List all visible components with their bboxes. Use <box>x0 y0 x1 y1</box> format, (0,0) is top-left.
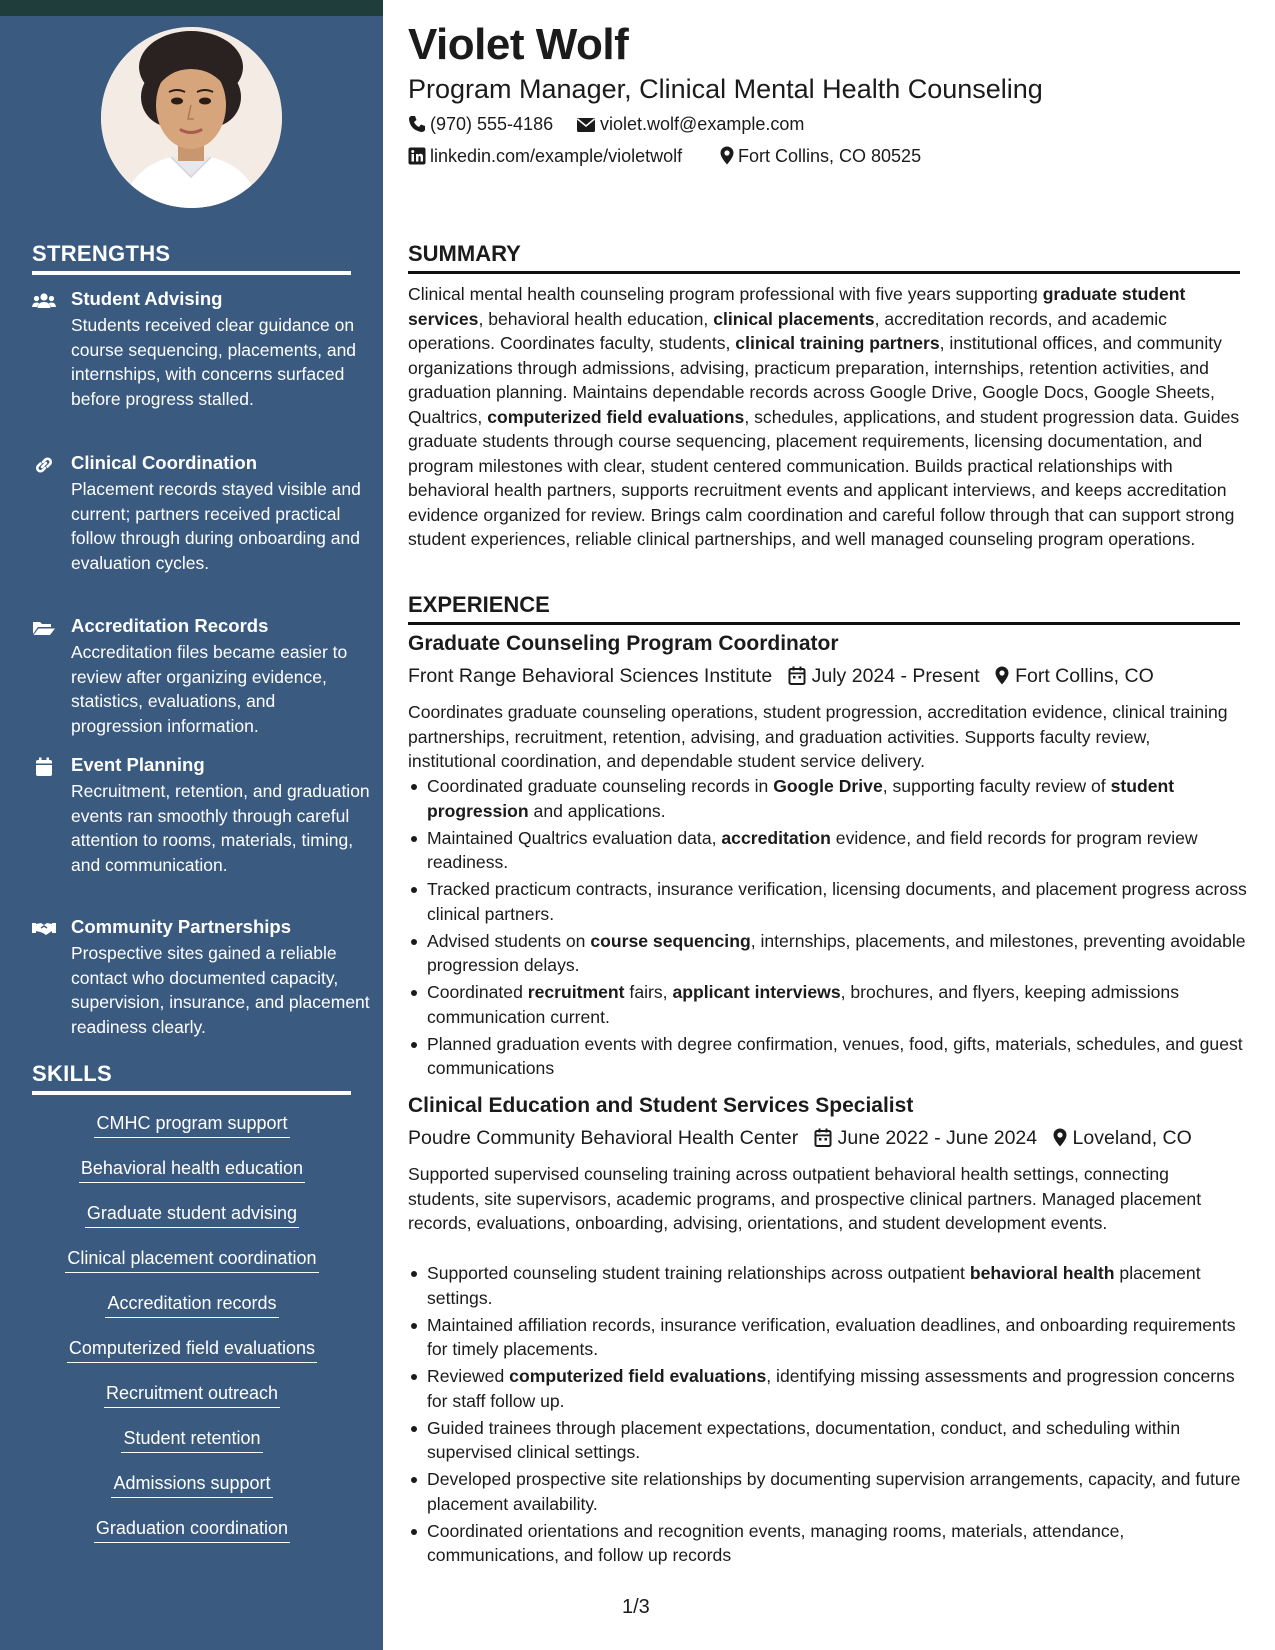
skill-item: Computerized field evaluations <box>32 1338 352 1363</box>
skill-item: Graduate student advising <box>32 1203 352 1228</box>
phone-icon <box>408 115 426 133</box>
bullet-item: Planned graduation events with degree confirmation, venues, food, gifts, materials, schedules, and guest communications <box>427 1032 1259 1081</box>
bullet-item: Tracked practicum contracts, insurance verification, licensing documents, and placement progress across clinical partners. <box>427 877 1259 926</box>
profile-photo <box>101 27 282 208</box>
job-organization: Poudre Community Behavioral Health Center <box>408 1127 799 1149</box>
skills-heading: SKILLS <box>32 1061 351 1095</box>
bullet-item: Reviewed computerized field evaluations, identifying missing assessments and progression concerns for staff follow up. <box>427 1364 1259 1413</box>
candidate-role: Program Manager, Clinical Mental Health Counseling <box>408 74 1043 104</box>
job-title: Graduate Counseling Program Coordinator <box>408 632 839 655</box>
page-number: 1/3 <box>622 1596 650 1618</box>
linkedin-icon <box>408 147 426 165</box>
job-bullets <box>408 774 1259 1083</box>
strengths-heading: STRENGTHS <box>32 241 351 275</box>
bullet-item: Coordinated recruitment fairs, applicant interviews, brochures, and flyers, keeping admissions communication current. <box>427 980 1259 1029</box>
handshake-icon <box>32 919 56 939</box>
location-contact: Fort Collins, CO 80525 <box>720 146 921 167</box>
strength-title: Clinical Coordination <box>71 452 258 473</box>
envelope-icon <box>576 117 596 133</box>
job-summary: Coordinates graduate counseling operations, student progression, accreditation evidence, clinical training partnerships, recruitment, retention, advising, and graduation activities. Supports faculty review, institutional coordination, and dependable student service delivery. <box>408 702 1228 771</box>
summary-heading: SUMMARY <box>408 241 1240 274</box>
skill-item: Behavioral health education <box>32 1158 352 1183</box>
summary-text: Clinical mental health counseling program professional with five years supporting graduate student services, behavioral health education, clinical placements, accreditation records, and academic operations. Coordinates faculty, students, clinical training partners, institutional offices, and community organizations through admissions, advising, practicum preparation, internships, retention activities, and graduation planning. Maintains dependable records across Google Drive, Google Docs, Google Sheets, Qualtrics, computerized field evaluations, schedules, applications, and student progression data. Guides graduate students through course sequencing, placement requirements, licensing documentation, and program milestones with clear, student centered communication. Builds practical relationships with behavioral health partners, supports recruitment events and applicant interviews, and keeps accreditation evidence organized for review. Brings calm coordination and careful follow through that can support strong student experiences, reliable clinical partnerships, and well managed counseling program operations. <box>408 284 1240 549</box>
job-meta <box>408 1127 1192 1150</box>
bullet-item: Maintained Qualtrics evaluation data, accreditation evidence, and field records for program review readiness. <box>427 826 1259 875</box>
phone-contact: (970) 555-4186 <box>408 114 553 135</box>
folder-open-icon <box>32 618 56 638</box>
map-pin-icon <box>995 666 1009 685</box>
calendar-icon <box>814 1128 832 1147</box>
calendar-icon <box>32 757 56 777</box>
map-pin-icon <box>1053 1128 1067 1147</box>
job-dates: June 2022 - June 2024 <box>837 1127 1038 1149</box>
skill-item: CMHC program support <box>32 1113 352 1138</box>
top-accent-strip <box>0 0 383 16</box>
bullet-item: Advised students on course sequencing, internships, placements, and milestones, preventing avoidable progression delays. <box>427 929 1259 978</box>
skill-item: Accreditation records <box>32 1293 352 1318</box>
job-location: Fort Collins, CO <box>1015 665 1154 687</box>
strength-description: Students received clear guidance on course sequencing, placements, and internships, with concerns surfaced before progress stalled. <box>71 315 357 409</box>
skill-item: Graduation coordination <box>32 1518 352 1543</box>
job-title: Clinical Education and Student Services Specialist <box>408 1094 914 1117</box>
job-summary: Supported supervised counseling training across outpatient behavioral health settings, connecting students, site supervisors, academic programs, and prospective clinical partners. Managed placement records, evaluations, onboarding, advising, orientations, and student development events. <box>408 1164 1202 1233</box>
strength-title: Event Planning <box>71 754 205 775</box>
map-pin-icon <box>720 146 734 165</box>
strength-title: Student Advising <box>71 288 223 309</box>
email-contact: violet.wolf@example.com <box>576 114 804 135</box>
job-bullets <box>408 1261 1259 1570</box>
strength-description: Placement records stayed visible and current; partners received practical follow through during onboarding and evaluation cycles. <box>71 479 361 573</box>
sidebar <box>0 0 383 1650</box>
candidate-name: Violet Wolf <box>408 20 629 69</box>
users-icon <box>32 291 56 311</box>
job-dates: July 2024 - Present <box>811 665 980 687</box>
bullet-item: Maintained affiliation records, insurance verification, evaluation deadlines, and onboarding requirements for timely placements. <box>427 1313 1259 1362</box>
strength-title: Accreditation Records <box>71 615 269 636</box>
strength-title: Community Partnerships <box>71 916 291 937</box>
strength-description: Prospective sites gained a reliable contact who documented capacity, supervision, insurance, and placement readiness clearly. <box>71 943 370 1037</box>
bullet-item: Coordinated graduate counseling records in Google Drive, supporting faculty review of student progression and applications. <box>427 774 1259 823</box>
skill-item: Clinical placement coordination <box>32 1248 352 1273</box>
skill-item: Recruitment outreach <box>32 1383 352 1408</box>
bullet-item: Guided trainees through placement expectations, documentation, conduct, and scheduling within supervised clinical settings. <box>427 1416 1259 1465</box>
strength-description: Recruitment, retention, and graduation events ran smoothly through careful attention to rooms, materials, timing, and communication. <box>71 781 370 875</box>
job-meta <box>408 665 1154 688</box>
skill-item: Student retention <box>32 1428 352 1453</box>
job-organization: Front Range Behavioral Sciences Institute <box>408 665 773 687</box>
strength-description: Accreditation files became easier to review after organizing evidence, statistics, evaluations, and progression information. <box>71 642 348 736</box>
bullet-item: Developed prospective site relationships by documenting supervision arrangements, capacity, and future placement availability. <box>427 1467 1259 1516</box>
calendar-icon <box>788 666 806 685</box>
bullet-item: Supported counseling student training relationships across outpatient behavioral health placement settings. <box>427 1261 1259 1310</box>
linkedin-contact: linkedin.com/example/violetwolf <box>408 146 682 167</box>
link-icon <box>32 455 56 475</box>
bullet-item: Coordinated orientations and recognition events, managing rooms, materials, attendance, communications, and follow up records <box>427 1519 1259 1568</box>
experience-heading: EXPERIENCE <box>408 592 1240 625</box>
skill-item: Admissions support <box>32 1473 352 1498</box>
job-location: Loveland, CO <box>1072 1127 1192 1149</box>
